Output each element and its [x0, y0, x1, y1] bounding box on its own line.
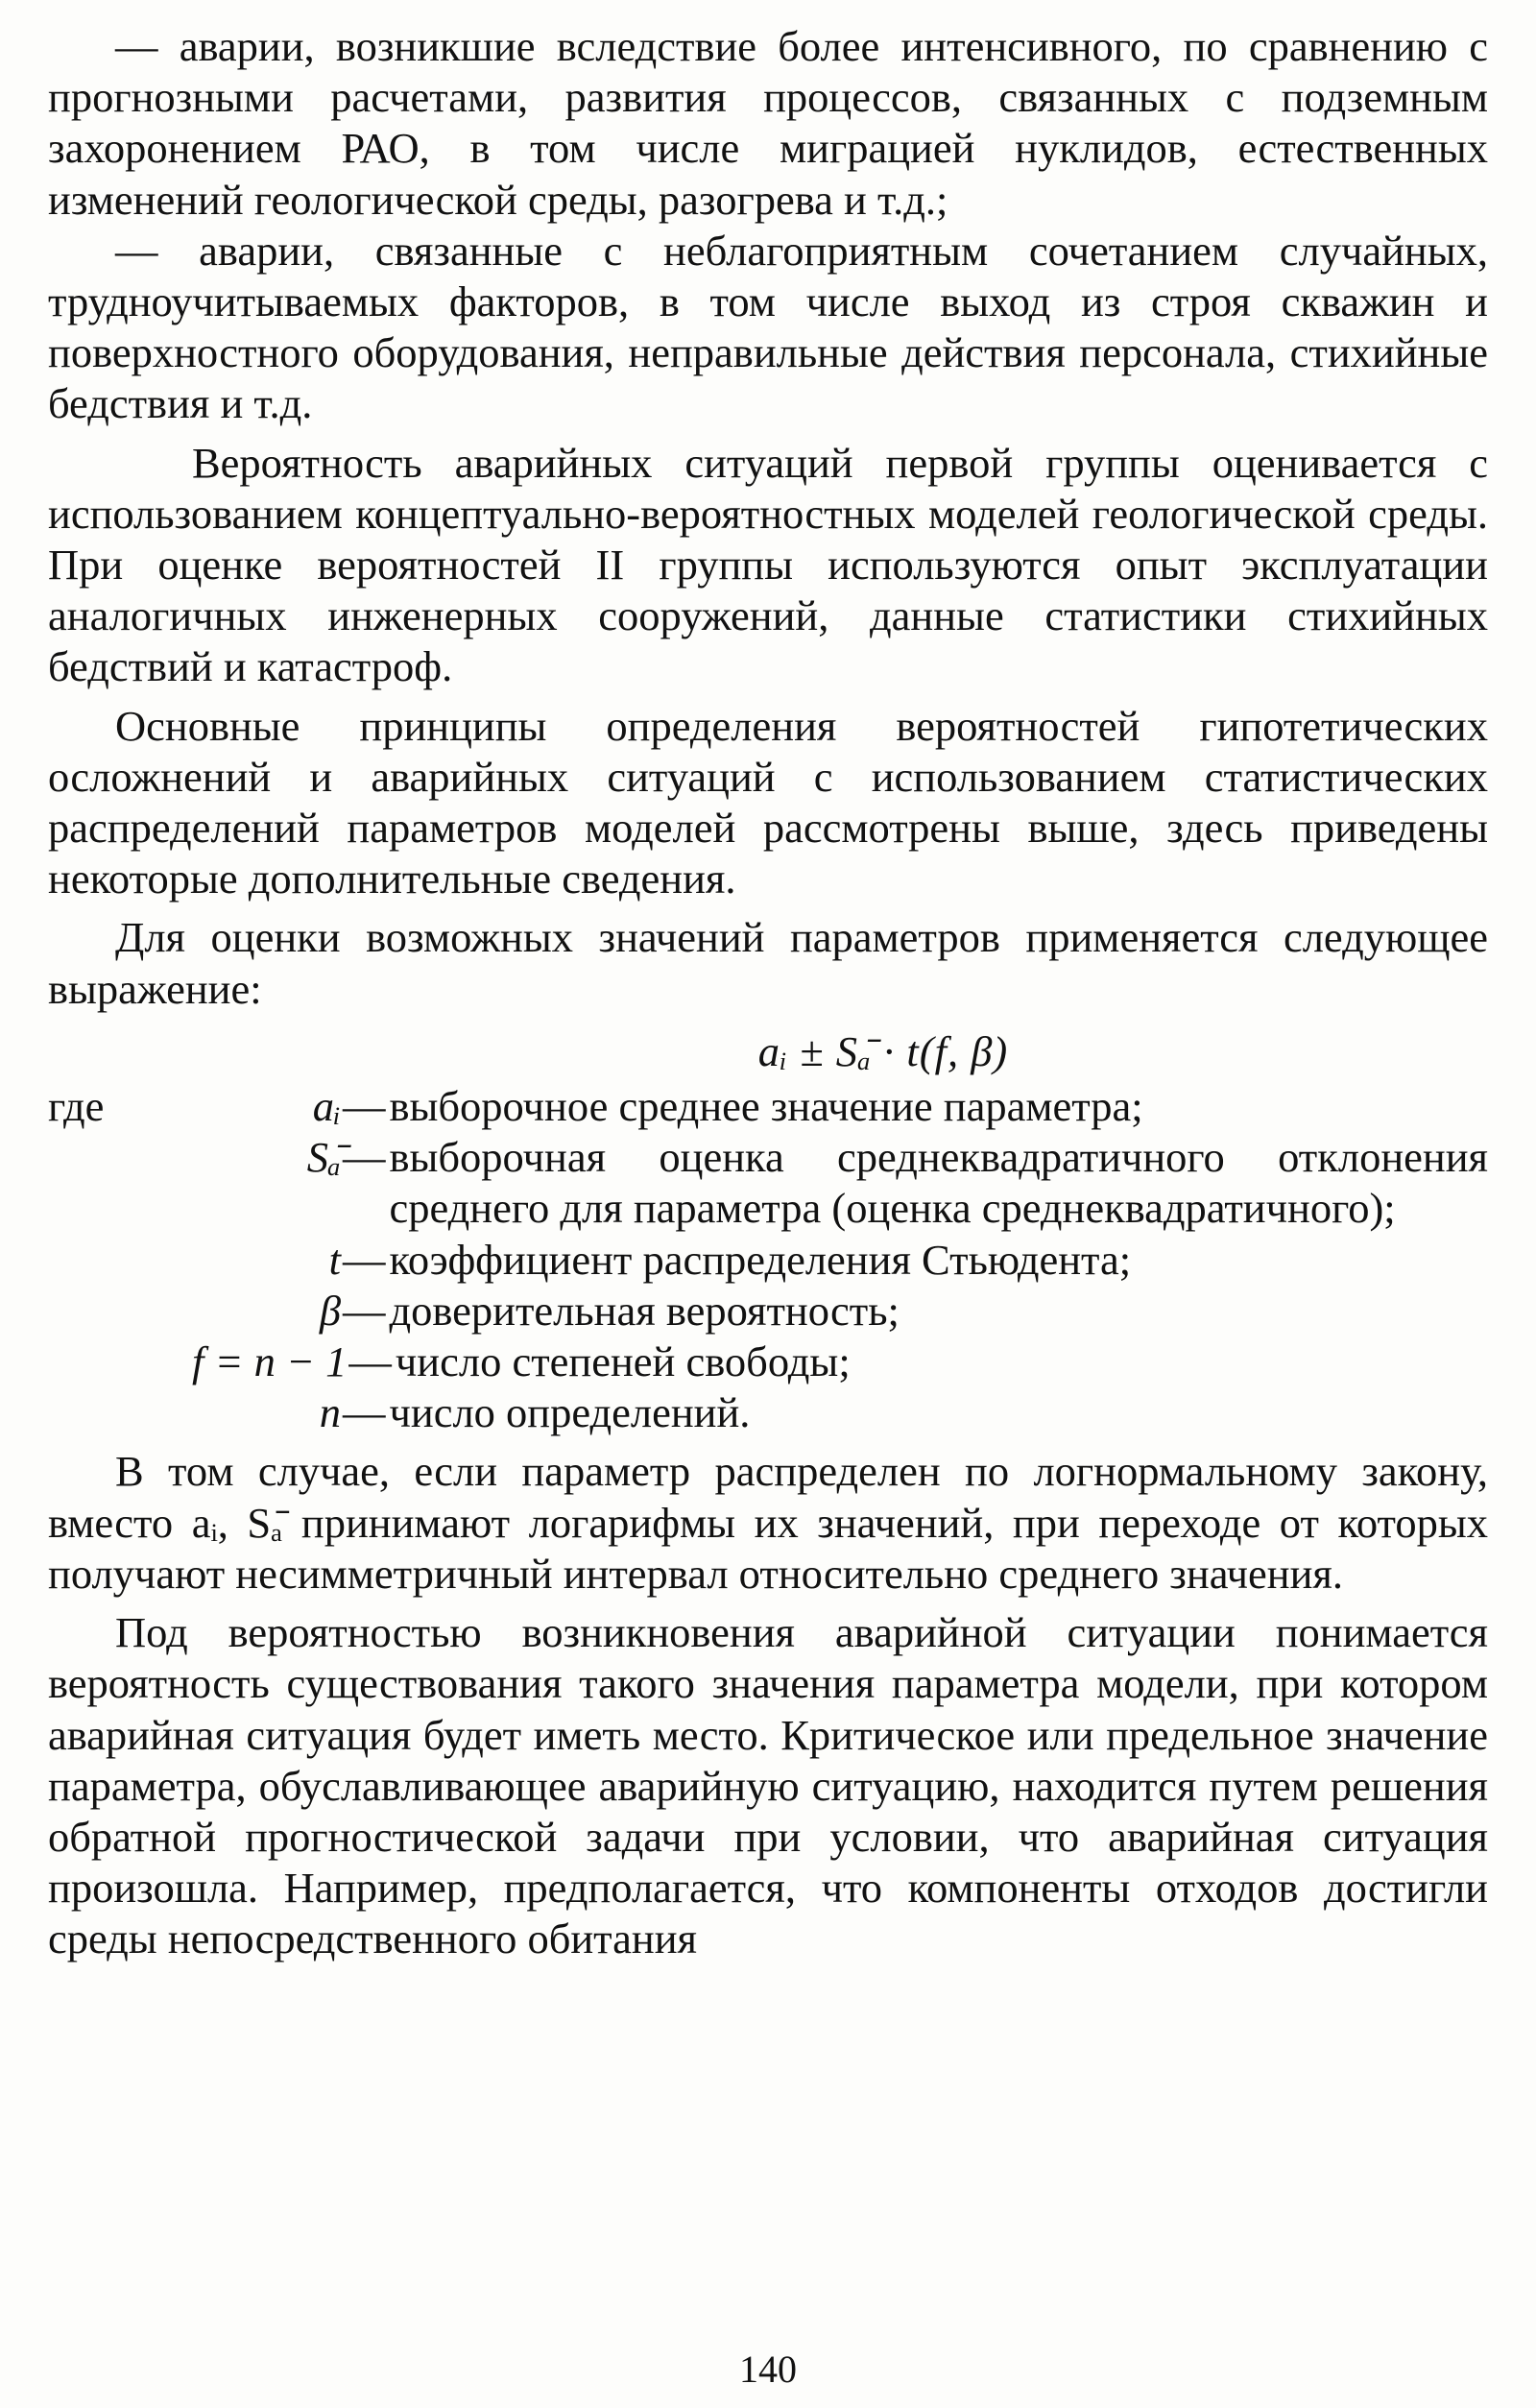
definition-row	[48, 1081, 1488, 1132]
paragraph-accident-probability: Под вероятностью возникновения аварийной ситуации понимается вероятность существования такого значения параметра модели, при котором аварийная ситуация будет иметь место. Критическое или предельное значение параметра, обуславливающее аварийную ситуацию, находится путем решения обратной прогностической задачи при условии, что аварийная ситуация произошла. Например, предполагается, что компоненты отходов достигли среды непосредственного обитания	[48, 1608, 1488, 1963]
definition-dash: —	[348, 1337, 392, 1386]
paragraph-lognormal: В том случае, если параметр распределен по логнормальному закону, вместо aᵢ, Sₐ̄ принимают логарифмы их значений, при переходе от которых получают несимметричный интервал относительно среднего значения.	[48, 1447, 1488, 1598]
confidence-interval-formula: aᵢ ± Sₐ̄ · t(f, β)	[757, 1026, 1009, 1075]
paragraph-accidents-intensive-processes: — аварии, возникшие вследствие более интенсивного, по сравнению с прогнозными расчетами, развития процессов, связанных с подземным захоронением РАО, в том числе миграцией нуклидов, естественных изменений геологической среды, разогрева и т.д.;	[48, 22, 1488, 224]
definition-symbol: n	[319, 1388, 341, 1437]
definition-symbol: t	[328, 1235, 341, 1284]
definition-symbol: f = n − 1	[192, 1337, 348, 1386]
definition-text: число определений.	[389, 1388, 751, 1437]
definition-dash: —	[343, 1388, 386, 1437]
definition-symbol: β	[319, 1286, 341, 1335]
definition-row	[48, 1336, 1488, 1387]
page-number: 140	[739, 2348, 797, 2391]
formula-definitions	[48, 1081, 1488, 1438]
definition-row	[48, 1387, 1488, 1438]
definition-row	[48, 1132, 1488, 1234]
definition-text: число степеней свободы;	[395, 1337, 851, 1386]
definition-text: выборочная оценка среднеквадратичного отклонения среднего для параметра (оценка среднеквадратичного);	[389, 1133, 1488, 1233]
definition-dash: —	[343, 1082, 386, 1131]
definition-text: доверительная вероятность;	[389, 1286, 900, 1335]
definition-symbol: Sₐ̄	[306, 1133, 341, 1182]
definition-row	[48, 1235, 1488, 1286]
paragraph-probability-groups: Вероятность аварийных ситуаций первой группы оценивается с использованием концептуально-вероятностных моделей геологической среды. При оценке вероятностей II группы используются опыт эксплуатации аналогичных инженерных сооружений, данные статистики стихийных бедствий и катастроф.	[48, 438, 1488, 691]
definition-text: коэффициент распределения Стьюдента;	[389, 1235, 1132, 1284]
definition-text: выборочное среднее значение параметра;	[389, 1082, 1143, 1131]
definition-row	[48, 1286, 1488, 1336]
definition-symbol: aᵢ	[312, 1082, 341, 1131]
page-body	[48, 21, 1488, 1965]
paragraph-basic-principles: Основные принципы определения вероятностей гипотетических осложнений и аварийных ситуаций с использованием статистических распределений параметров моделей рассмотрены выше, здесь приведены некоторые дополнительные сведения.	[48, 701, 1488, 903]
paragraph-parameter-estimate: Для оценки возможных значений параметров применяется следующее выражение:	[48, 913, 1488, 1013]
paragraph-accidents-random-factors: — аварии, связанные с неблагоприятным сочетанием случайных, трудноучитываемых факторов, в том числе выход из строя скважин и поверхностного оборудования, неправильные действия персонала, стихийные бедствия и т.д.	[48, 226, 1488, 428]
definition-dash: —	[343, 1286, 386, 1335]
definition-dash: —	[343, 1235, 386, 1284]
definition-dash: —	[343, 1133, 386, 1182]
where-label: где	[48, 1082, 105, 1131]
